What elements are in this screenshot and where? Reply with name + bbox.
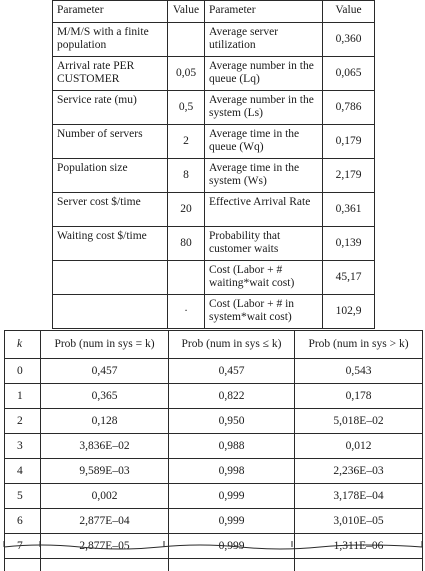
parameters-header-row	[53, 1, 375, 23]
result-name: Average number in the queue (Lq)	[205, 57, 323, 91]
prob-gt-cell: 5,018E–02	[295, 409, 423, 434]
parameter-row	[53, 91, 375, 125]
result-name: Effective Arrival Rate	[205, 193, 323, 227]
prob-eq-cell: 0,457	[41, 359, 169, 384]
result-name: Average time in the system (Ws)	[205, 159, 323, 193]
probability-row	[5, 409, 423, 434]
k-cell: 1	[5, 384, 41, 409]
prob-le-cell: 0,950	[169, 409, 295, 434]
parameter-name: Number of servers	[53, 125, 168, 159]
prob-gt-cell: 1,311E–06	[295, 534, 423, 559]
prob-eq-cell: 2,877E–04	[41, 509, 169, 534]
result-name: Cost (Labor + # in system*wait cost)	[205, 295, 323, 329]
probability-row	[5, 434, 423, 459]
result-value: 2,179	[323, 159, 375, 193]
probability-row	[5, 459, 423, 484]
parameter-name: Service rate (mu)	[53, 91, 168, 125]
prob-le-header: Prob (num in sys ≤ k)	[169, 331, 295, 359]
probability-table	[4, 330, 423, 571]
result-name: Average time in the queue (Wq)	[205, 125, 323, 159]
parameter-value	[168, 23, 205, 57]
parameter-row	[53, 193, 375, 227]
prob-eq-cell: 3,836E–02	[41, 434, 169, 459]
prob-eq-cell: 2,877E–05	[41, 534, 169, 559]
k-cell: 6	[5, 509, 41, 534]
probability-row	[5, 359, 423, 384]
empty-cell	[5, 559, 41, 571]
k-cell: 3	[5, 434, 41, 459]
parameter-value	[168, 261, 205, 295]
prob-eq-cell: 0,128	[41, 409, 169, 434]
parameter-name	[53, 295, 168, 329]
prob-gt-cell: 0,178	[295, 384, 423, 409]
probability-row	[5, 484, 423, 509]
prob-le-cell: 0,457	[169, 359, 295, 384]
prob-gt-cell: 0,543	[295, 359, 423, 384]
prob-eq-cell: 9,589E–03	[41, 459, 169, 484]
parameter-row	[53, 125, 375, 159]
result-value: 0,139	[323, 227, 375, 261]
k-cell: 0	[5, 359, 41, 384]
parameter-row	[53, 23, 375, 57]
parameter-row	[53, 295, 375, 329]
prob-gt-cell: 3,178E–04	[295, 484, 423, 509]
empty-cell	[41, 559, 169, 571]
parameter-row	[53, 261, 375, 295]
result-value: 102,9	[323, 295, 375, 329]
k-cell: 2	[5, 409, 41, 434]
prob-le-cell: 0,999	[169, 484, 295, 509]
result-value: 0,065	[323, 57, 375, 91]
k-cell: 4	[5, 459, 41, 484]
parameter-name: M/M/S with a finite population	[53, 23, 168, 57]
parameters-table	[52, 0, 375, 329]
parameter-value: ·	[168, 295, 205, 329]
parameter-value: 0,5	[168, 91, 205, 125]
torn-edge	[0, 541, 425, 559]
parameter-name: Waiting cost $/time	[53, 227, 168, 261]
parameter-row	[53, 227, 375, 261]
empty-row	[5, 559, 423, 571]
result-name: Average number in the system (Ls)	[205, 91, 323, 125]
parameter-value: 0,05	[168, 57, 205, 91]
prob-eq-header: Prob (num in sys = k)	[41, 331, 169, 359]
k-cell: 5	[5, 484, 41, 509]
parameter-value: 20	[168, 193, 205, 227]
prob-gt-header: Prob (num in sys > k)	[295, 331, 423, 359]
param-header: Parameter	[53, 1, 168, 23]
k-cell: 7	[5, 534, 41, 559]
parameter-row	[53, 57, 375, 91]
prob-gt-cell: 2,236E–03	[295, 459, 423, 484]
prob-le-cell: 0,998	[169, 459, 295, 484]
prob-gt-cell: 3,010E–05	[295, 509, 423, 534]
parameter-name: Population size	[53, 159, 168, 193]
parameter-name: Arrival rate PER CUSTOMER	[53, 57, 168, 91]
parameter-row	[53, 159, 375, 193]
prob-gt-cell: 0,012	[295, 434, 423, 459]
probability-table-body	[5, 331, 423, 571]
result-value: 0,179	[323, 125, 375, 159]
parameters-table-body	[53, 1, 375, 329]
parameter-value: 8	[168, 159, 205, 193]
prob-le-cell: 0,822	[169, 384, 295, 409]
probability-header-row	[5, 331, 423, 359]
value-header-2: Value	[323, 1, 375, 23]
parameter-value: 80	[168, 227, 205, 261]
probability-row	[5, 509, 423, 534]
result-value: 45,17	[323, 261, 375, 295]
prob-le-cell: 0,988	[169, 434, 295, 459]
result-name: Average server utilization	[205, 23, 323, 57]
param-header-2: Parameter	[205, 1, 323, 23]
result-name: Probability that customer waits	[205, 227, 323, 261]
result-value: 0,786	[323, 91, 375, 125]
prob-le-cell: 0,999	[169, 509, 295, 534]
empty-cell	[169, 559, 295, 571]
result-value: 0,361	[323, 193, 375, 227]
value-header: Value	[168, 1, 205, 23]
result-name: Cost (Labor + # waiting*wait cost)	[205, 261, 323, 295]
prob-eq-cell: 0,365	[41, 384, 169, 409]
probability-row	[5, 384, 423, 409]
prob-le-cell: 0,999	[169, 534, 295, 559]
k-header: k	[5, 331, 41, 359]
empty-cell	[295, 559, 423, 571]
prob-eq-cell: 0,002	[41, 484, 169, 509]
parameter-name: Server cost $/time	[53, 193, 168, 227]
parameter-name	[53, 261, 168, 295]
result-value: 0,360	[323, 23, 375, 57]
parameter-value: 2	[168, 125, 205, 159]
